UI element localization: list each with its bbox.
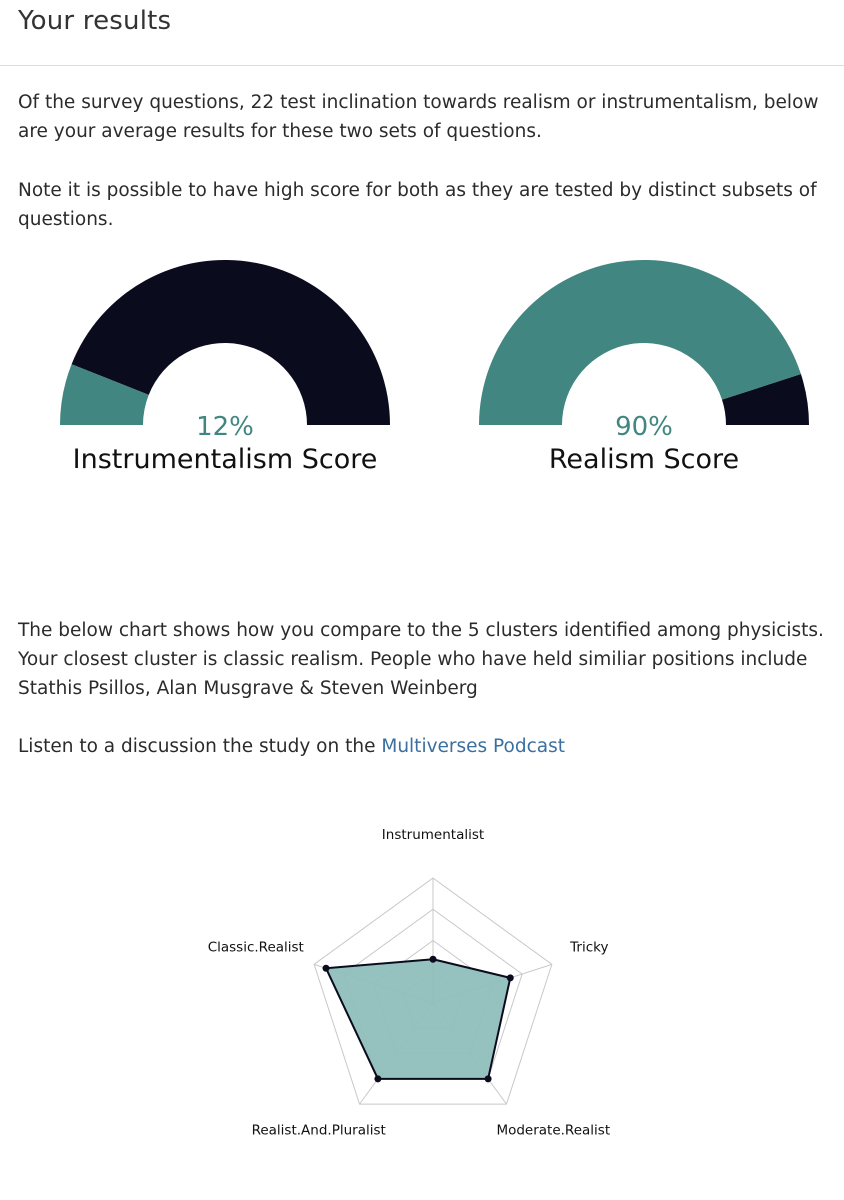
comparison-paragraph: The below chart shows how you compare to the 5 clusters identified among physicists. Your closest cluster is classic realism. People who have held similiar positions include Stathis Psillos, Alan Musgrave & Steven Weinberg <box>18 620 824 699</box>
results-header <box>0 0 844 66</box>
gauge-label: Realism Score <box>548 444 740 475</box>
realism-gauge <box>459 255 829 480</box>
radar-axis-label: Realist.And.Pluralist <box>251 1122 386 1139</box>
cluster-radar <box>207 815 640 1139</box>
radar-data-point <box>374 1075 381 1082</box>
intro-paragraph: Of the survey questions, 22 test inclination towards realism or instrumentalism, below are your average results for these two sets of questions. <box>18 92 819 142</box>
gauge-label: Instrumentalism Score <box>72 444 378 475</box>
cluster-radar-chart <box>207 815 640 1139</box>
page-title: Your results <box>18 6 172 36</box>
radar-data-point <box>485 1075 492 1082</box>
radar-data-point <box>430 956 437 963</box>
realism-gauge-chart <box>459 255 829 480</box>
radar-series-area <box>326 959 510 1079</box>
instrumentalism-gauge <box>40 255 410 480</box>
radar-data-point <box>323 965 330 972</box>
radar-axis-label: Instrumentalist <box>381 827 485 843</box>
listen-text: Listen to a discussion the study on the <box>18 736 382 757</box>
listen-paragraph <box>18 732 834 761</box>
radar-data-point <box>507 974 514 981</box>
instrumentalism-gauge-chart <box>40 255 410 480</box>
gauge-value: 90% <box>615 412 673 442</box>
gauge-value: 12% <box>196 412 254 442</box>
radar-axis-label: Tricky <box>570 939 609 956</box>
radar-axis-label: Classic.Realist <box>207 939 304 956</box>
radar-axis-label: Moderate.Realist <box>496 1122 611 1139</box>
podcast-link[interactable]: Multiverses Podcast <box>381 736 566 757</box>
note-paragraph: Note it is possible to have high score for both as they are tested by distinct subsets of questions. <box>18 180 817 230</box>
